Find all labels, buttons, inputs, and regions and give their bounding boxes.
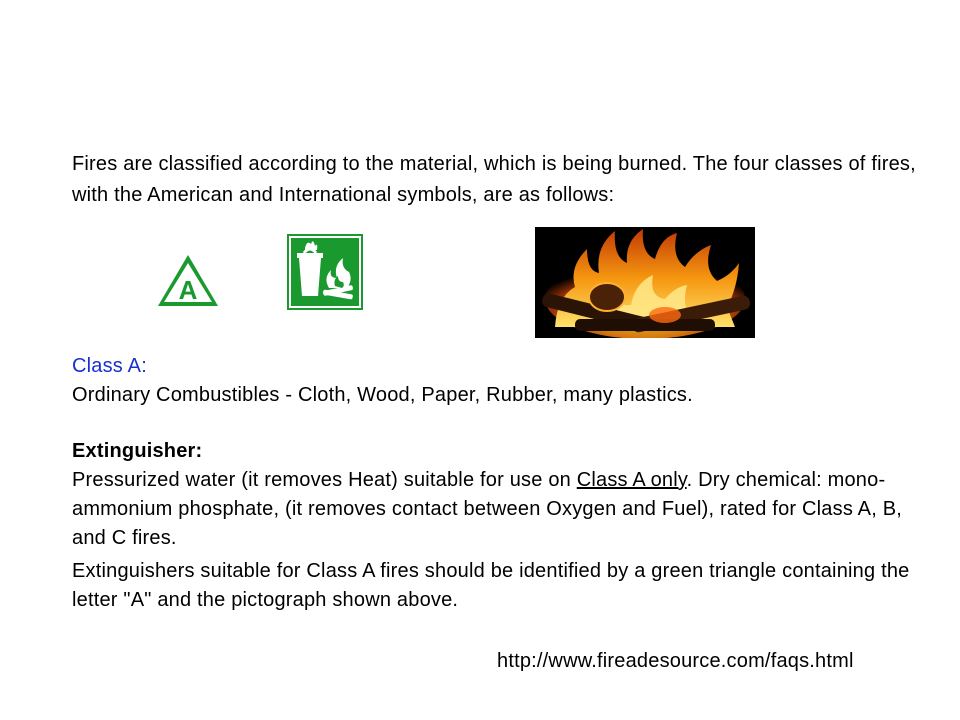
fire-extinguisher-pictograph-icon (287, 234, 363, 310)
extinguisher-heading: Extinguisher: (72, 440, 203, 462)
source-url: http://www.fireadesource.com/faqs.html (497, 650, 854, 672)
class-a-triangle-letter: A (178, 275, 198, 305)
intro-paragraph: Fires are classified according to the material, which is being burned. The four classes of fires, with the American and International symbols, are as follows: (72, 153, 916, 206)
class-a-only-text: Class A only (576, 469, 687, 491)
extinguisher-body-part1: Pressurized water (it removes Heat) suitable for use on (72, 469, 577, 491)
fire-image (535, 227, 755, 338)
class-a-description: Ordinary Combustibles - Cloth, Wood, Paper, Rubber, many plastics. (72, 384, 693, 406)
extinguisher-body (72, 466, 912, 553)
extinguisher-body-part2: . Dry chemical: mono-ammonium phosphate, (it removes contact between Oxygen and Fuel), rated for Class A, B, and C fires. (72, 469, 903, 549)
extinguisher-note: Extinguishers suitable for Class A fires should be identified by a green triangle containing the letter "A" and the pictograph shown above. (72, 560, 910, 611)
class-a-triangle-icon (157, 254, 219, 307)
burning-wood-photo (535, 227, 755, 338)
class-a-title: Class A: (72, 355, 147, 377)
